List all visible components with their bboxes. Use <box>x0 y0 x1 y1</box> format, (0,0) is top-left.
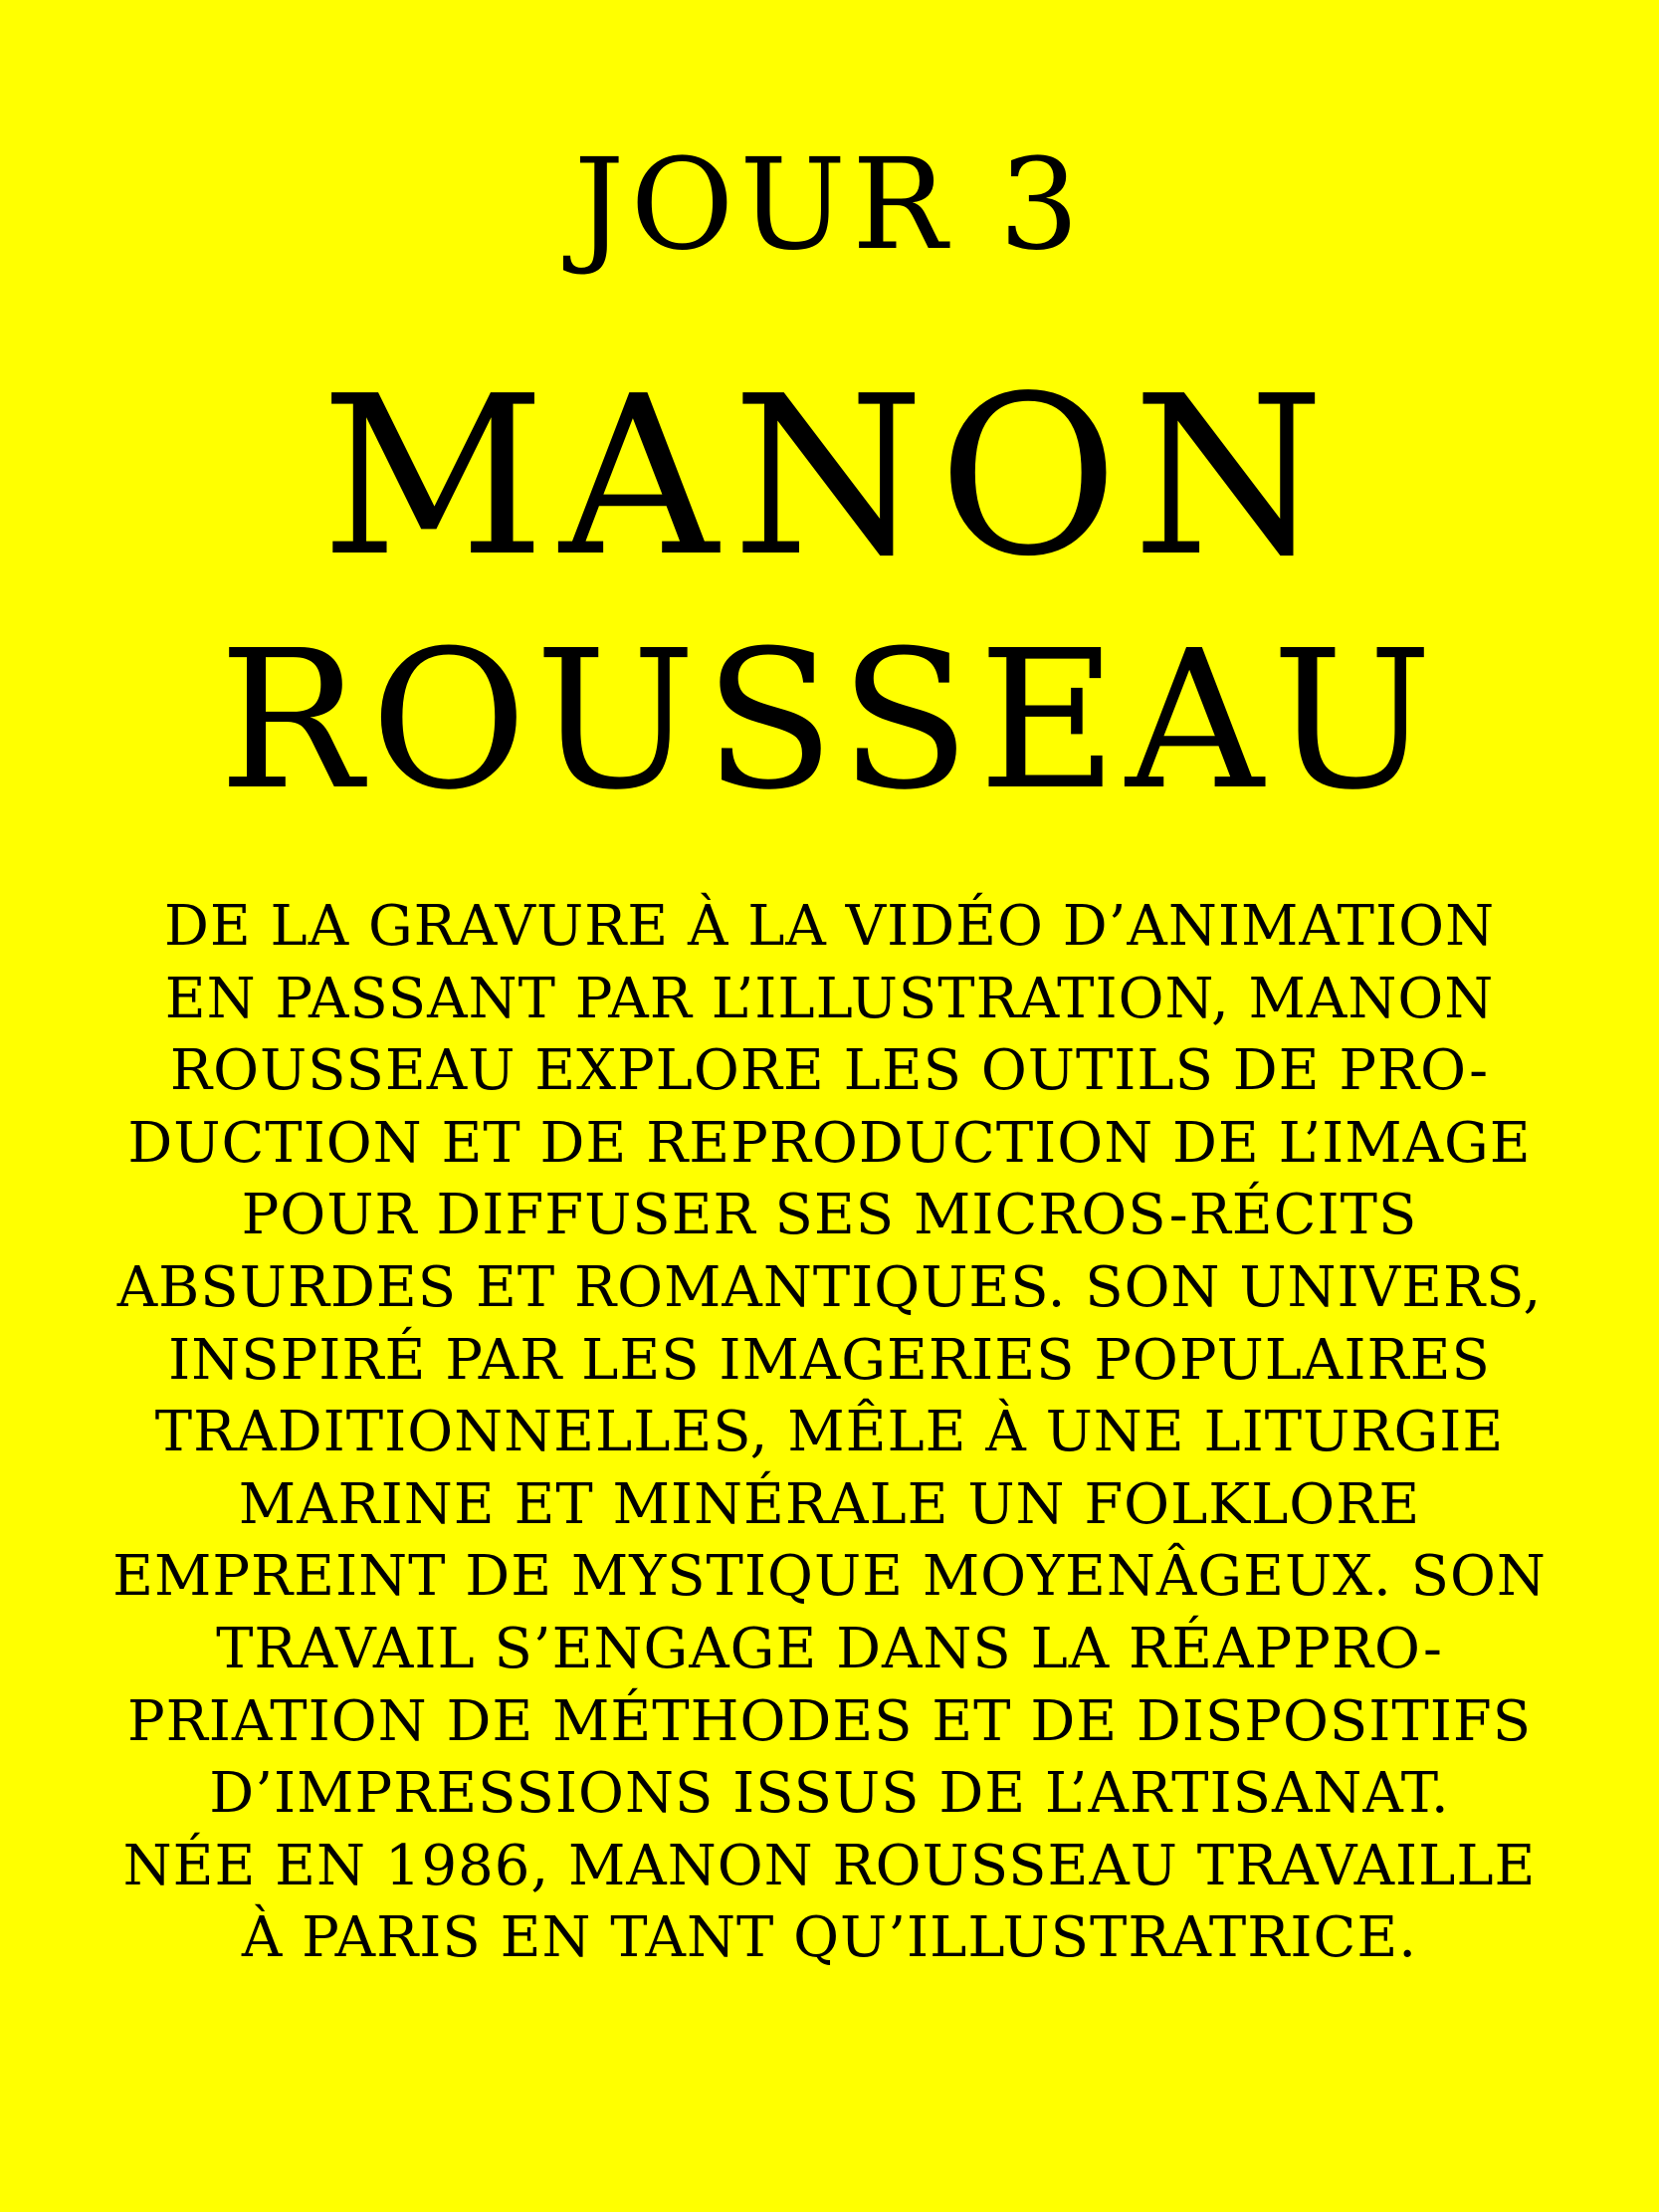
bio-line: ABSURDES ET ROMANTIQUES. SON UNIVERS, <box>116 1254 1543 1320</box>
bio-line: POUR DIFFUSER SES MICROS-RÉCITS <box>241 1183 1418 1248</box>
artist-name <box>0 349 1659 841</box>
day-heading: JOUR 3 <box>573 130 1086 278</box>
bio-line: EMPREINT DE MYSTIQUE MOYENÂGEUX. SON <box>112 1544 1547 1610</box>
bio-line: TRADITIONNELLES, MÊLE À UNE LITURGIE <box>154 1400 1505 1465</box>
bio-line: À PARIS EN TANT QU’ILLUSTRATRICE. <box>241 1905 1418 1971</box>
bio-line: MARINE ET MINÉRALE UN FOLKLORE <box>238 1471 1421 1537</box>
artist-last-name: ROUSSEAU <box>218 610 1441 832</box>
bio-line: TRAVAIL S’ENGAGE DANS LA RÉAPPRO- <box>216 1616 1443 1681</box>
bio-line: NÉE EN 1986, MANON ROUSSEAU TRAVAILLE <box>122 1833 1537 1898</box>
bio-line: D’IMPRESSIONS ISSUS DE L’ARTISANAT. <box>209 1761 1450 1827</box>
bio-line: PRIATION DE MÉTHODES ET DE DISPOSITIFS <box>126 1688 1533 1754</box>
bio-line: DE LA GRAVURE À LA VIDÉO D’ANIMATION <box>163 894 1496 959</box>
bio-line: ROUSSEAU EXPLORE LES OUTILS DE PRO- <box>169 1038 1490 1104</box>
bio-line: EN PASSANT PAR L’ILLUSTRATION, MANON <box>164 966 1495 1031</box>
bio-line: DUCTION ET DE REPRODUCTION DE L’IMAGE <box>127 1110 1532 1176</box>
bio-line: INSPIRÉ PAR LES IMAGERIES POPULAIRES <box>168 1327 1491 1393</box>
artist-biography <box>90 891 1569 1975</box>
artist-first-name: MANON <box>320 349 1339 605</box>
